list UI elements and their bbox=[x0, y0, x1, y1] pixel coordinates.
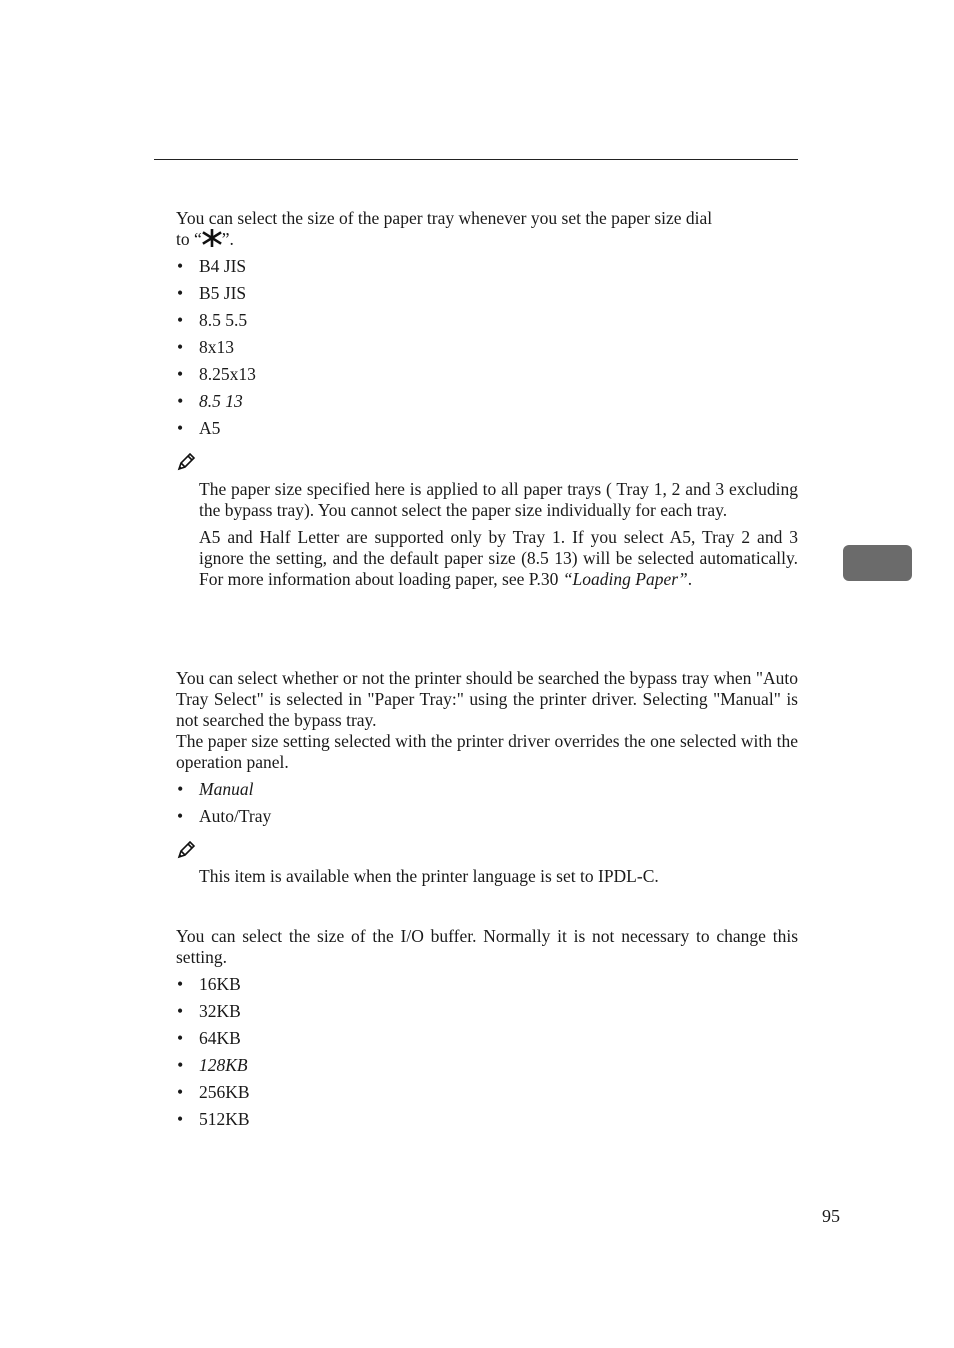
list-item: • 8.25x13 bbox=[176, 364, 798, 391]
note-end: . bbox=[687, 569, 693, 589]
note-text: The paper size specified here is applied to all paper trays ( Tray 1, 2 and 3 excluding the bypass tray). You cannot select the paper size individually for each tray. bbox=[199, 479, 798, 520]
bypass-intro-2: The paper size setting selected with the printer driver overrides the one selected with the operation panel. bbox=[176, 731, 798, 772]
list-item: • B4 JIS bbox=[176, 256, 798, 283]
bypass-note bbox=[199, 866, 798, 893]
list-item: • Auto/Tray bbox=[176, 806, 798, 833]
note-reference: “Loading Paper” bbox=[562, 569, 688, 589]
list-item: • 16KB bbox=[176, 974, 798, 1001]
paper-size-notes bbox=[199, 479, 798, 596]
io-buffer-options bbox=[176, 974, 798, 1136]
list-item: • 512KB bbox=[176, 1109, 798, 1136]
paper-size-options bbox=[176, 256, 798, 445]
io-buffer-intro: You can select the size of the I/O buffer. Normally it is not necessary to change this setting. bbox=[176, 926, 798, 967]
note-text bbox=[199, 527, 798, 590]
pencil-icon bbox=[176, 840, 196, 860]
list-item: • 8x13 bbox=[176, 337, 798, 364]
list-item: • A5 bbox=[176, 418, 798, 445]
pencil-icon bbox=[176, 452, 196, 472]
section-io-buffer bbox=[176, 926, 798, 1136]
list-item: • 64KB bbox=[176, 1028, 798, 1055]
list-item-default: • 8.5 13 bbox=[176, 391, 798, 418]
note-body: A5 and Half Letter are supported only by Tray 1. If you select A5, Tray 2 and 3 ignore the setting, and the default paper size (8.5 13) will be selected automatically. For more information about loading paper, see P.30 bbox=[199, 527, 798, 589]
list-item-default: • Manual bbox=[176, 779, 798, 806]
section-bypass-tray bbox=[176, 668, 798, 833]
paper-size-intro bbox=[176, 208, 798, 250]
list-item: • B5 JIS bbox=[176, 283, 798, 310]
list-item: • 32KB bbox=[176, 1001, 798, 1028]
section-paper-size bbox=[176, 208, 798, 445]
note-text: This item is available when the printer language is set to IPDL-C. bbox=[199, 866, 659, 886]
bypass-intro: You can select whether or not the printer should be searched the bypass tray when "Auto Tray Select" is selected in "Paper Tray:" using the printer driver. Selecting "Manual" is not searched the bypass tray. bbox=[176, 668, 798, 730]
bypass-options bbox=[176, 779, 798, 833]
intro-text: You can select the size of the paper tray whenever you set the paper size dial bbox=[176, 208, 713, 228]
list-item: • 8.5 5.5 bbox=[176, 310, 798, 337]
intro-prefix: to “ bbox=[176, 229, 202, 249]
list-item: • 256KB bbox=[176, 1082, 798, 1109]
header-rule bbox=[154, 159, 798, 160]
list-item-default: • 128KB bbox=[176, 1055, 798, 1082]
chapter-tab bbox=[843, 545, 912, 581]
page-number: 95 bbox=[822, 1206, 840, 1226]
asterisk-icon bbox=[202, 229, 222, 247]
intro-suffix: ”. bbox=[221, 229, 234, 249]
